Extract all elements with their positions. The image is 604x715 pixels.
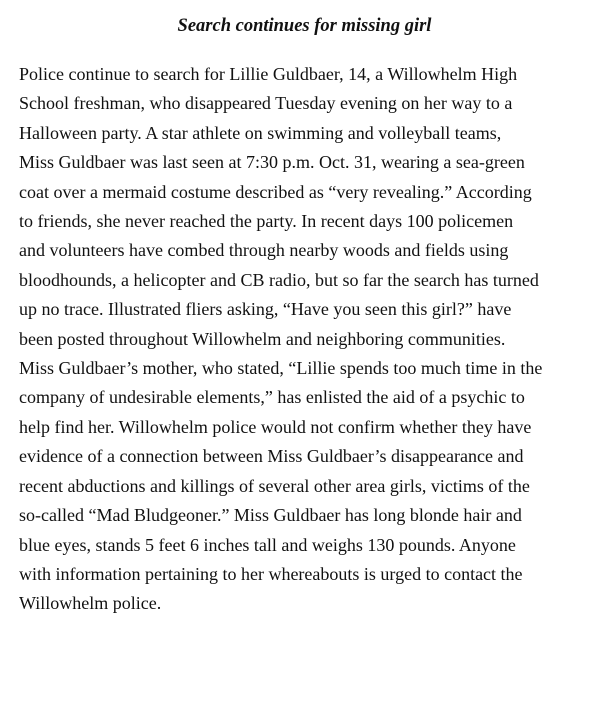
article-line: and volunteers have combed through nearby woods and fields using — [19, 240, 509, 261]
article-line: Halloween party. A star athlete on swimming and volleyball teams, — [19, 122, 502, 143]
article-line: recent abductions and killings of several other area girls, victims of the — [19, 475, 530, 496]
article-line: evidence of a connection between Miss Guldbaer’s disappearance and — [19, 446, 524, 467]
article-line: Miss Guldbaer was last seen at 7:30 p.m. Oct. 31, wearing a sea-green — [19, 152, 525, 173]
article-line: help find her. Willowhelm police would not confirm whether they have — [19, 416, 532, 437]
article-line: bloodhounds, a helicopter and CB radio, but so far the search has turned — [19, 269, 539, 290]
article-line: blue eyes, stands 5 feet 6 inches tall and weighs 130 pounds. Anyone — [19, 534, 516, 555]
article-line: Miss Guldbaer’s mother, who stated, “Lillie spends too much time in the — [19, 358, 543, 379]
article-line: Willowhelm police. — [19, 593, 162, 614]
article-body — [19, 60, 590, 619]
article-line: up no trace. Illustrated fliers asking, “Have you seen this girl?” have — [19, 299, 512, 320]
article-line: company of undesirable elements,” has enlisted the aid of a psychic to — [19, 387, 525, 408]
article-line: Police continue to search for Lillie Guldbaer, 14, a Willowhelm High — [19, 64, 518, 84]
article-line: to friends, she never reached the party. In recent days 100 policemen — [19, 211, 514, 232]
article-line: School freshman, who disappeared Tuesday evening on her way to a — [19, 93, 513, 114]
article-line: so-called “Mad Bludgeoner.” Miss Guldbaer has long blonde hair and — [19, 505, 522, 526]
article-line: coat over a mermaid costume described as “very revealing.” According — [19, 181, 532, 202]
article-headline: Search continues for missing girl — [177, 16, 432, 36]
article-line: with information pertaining to her whereabouts is urged to contact the — [19, 563, 523, 584]
article-line: been posted throughout Willowhelm and neighboring communities. — [19, 328, 506, 349]
